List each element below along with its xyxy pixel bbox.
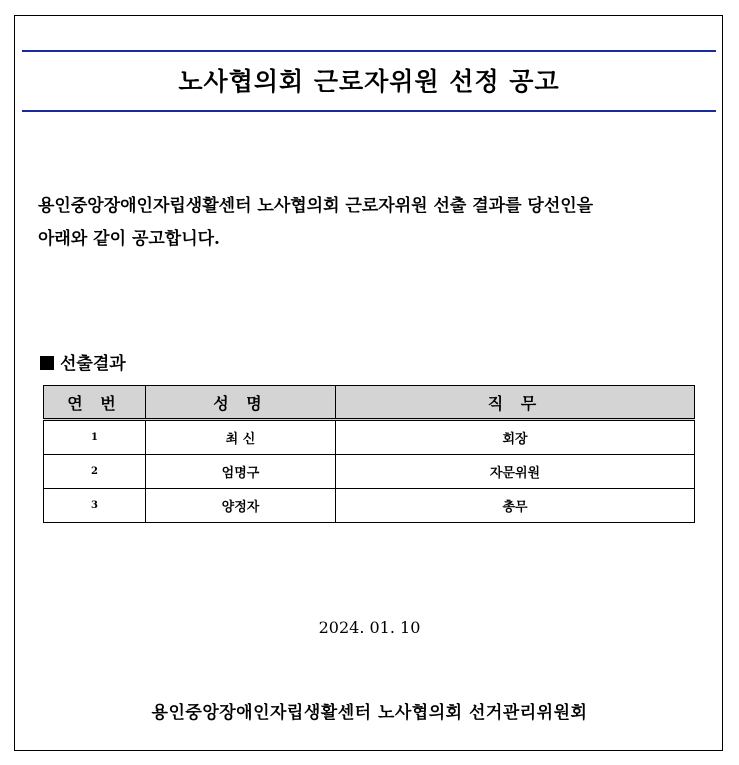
title-rule-bottom — [22, 110, 716, 112]
column-header-role: 직 무 — [336, 386, 695, 420]
row-name: 엄명구 — [146, 455, 336, 489]
column-header-name: 성 명 — [146, 386, 336, 420]
table-row — [44, 455, 695, 489]
row-name: 양정자 — [146, 489, 336, 523]
issuing-committee: 용인중앙장애인자립생활센터 노사협의회 선거관리위원회 — [151, 703, 588, 723]
page-border — [14, 15, 723, 751]
document-title: 노사협의회 근로자위원 선정 공고 — [178, 67, 560, 96]
announcement-body — [38, 190, 728, 256]
title-rule-top — [22, 50, 716, 52]
row-number: 2 — [44, 455, 146, 489]
row-number: 3 — [44, 489, 146, 523]
announcement-line-2: 아래와 같이 공고합니다. — [38, 229, 220, 249]
square-bullet-icon — [40, 356, 54, 370]
row-name: 최 신 — [146, 420, 336, 455]
results-table — [43, 385, 695, 523]
row-role: 총무 — [336, 489, 695, 523]
column-header-number: 연 번 — [44, 386, 146, 420]
table-row — [44, 489, 695, 523]
table-header-row — [44, 386, 695, 420]
row-role: 회장 — [336, 420, 695, 455]
announcement-date: 2024. 01. 10 — [318, 618, 421, 637]
announcement-line-1: 용인중앙장애인자립생활센터 노사협의회 근로자위원 선출 결과를 당선인을 — [38, 196, 594, 216]
row-number: 1 — [44, 420, 146, 455]
section-heading — [40, 349, 126, 374]
row-role: 자문위원 — [336, 455, 695, 489]
section-heading-label: 선출결과 — [60, 354, 126, 374]
table-row — [44, 420, 695, 455]
